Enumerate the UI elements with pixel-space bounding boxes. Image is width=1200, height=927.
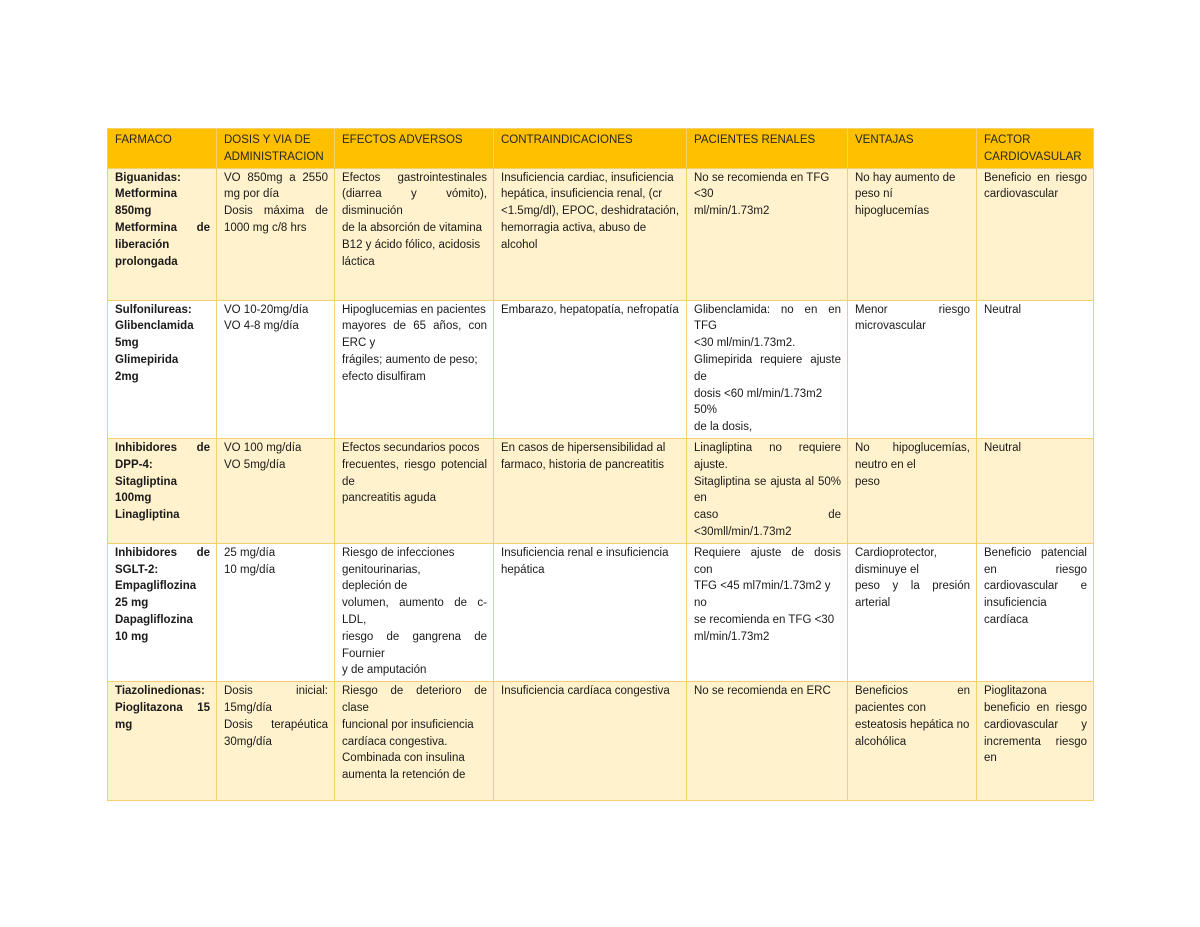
cell-ventajas (848, 438, 977, 543)
cell-line: Glimepirida requiere ajuste de (694, 353, 841, 383)
cell-line: depleción de (342, 580, 408, 593)
cell-contraindicaciones (494, 682, 687, 801)
cell-line: esteatosis hepática no (855, 718, 970, 731)
cell-line: Pioglitazona 15 mg (115, 701, 210, 731)
cell-line: B12 y ácido fólico, acidosis (342, 238, 481, 251)
cell-line: Linagliptina no requiere ajuste. (694, 441, 841, 471)
cell-line: Dosis terapéutica 30mg/día (224, 718, 328, 748)
cell-line: se recomienda en TFG <30 (694, 613, 835, 626)
cell-line: frágiles; aumento de peso; (342, 353, 478, 366)
cell-line: Dosis inicial: 15mg/día (224, 685, 328, 714)
cell-contraindicaciones (494, 438, 687, 543)
cell-dosis (217, 438, 335, 543)
table-row (108, 300, 1094, 438)
cell-ventajas (848, 168, 977, 300)
cell-line: y de amputación (342, 664, 427, 677)
header-contraindicaciones: CONTRAINDICACIONES (494, 129, 687, 169)
cell-line: 10 mg (115, 630, 149, 643)
cell-pacientes-renales (687, 682, 848, 801)
cell-line: VO 4-8 mg/día (224, 320, 299, 333)
cell-line: Cardioprotector, (855, 546, 937, 559)
cell-line: pancreatitis aguda (342, 492, 436, 505)
header-pacientes-renales: PACIENTES RENALES (687, 129, 848, 169)
cell-line: Empagliflozina (115, 580, 197, 593)
cell-factor-cardiovascular (977, 543, 1094, 681)
table-row (108, 168, 1094, 300)
header-dosis: DOSIS Y VIA DE ADMINISTRACION (217, 129, 335, 169)
cell-dosis (217, 543, 335, 681)
cell-line: Tiazolinedionas: (115, 685, 205, 698)
cell-line: Linagliptina (115, 509, 180, 522)
cell-line: Biguanidas: (115, 171, 181, 184)
cell-line: Efectos secundarios pocos (342, 441, 480, 454)
header-factor-cardiovascular: FACTOR CARDIOVASULAR (977, 129, 1094, 169)
cell-line: volumen, aumento de c-LDL, (342, 597, 487, 626)
cell-line: <30 ml/min/1.73m2. (694, 337, 796, 350)
cell-contraindicaciones (494, 168, 687, 300)
cell-farmaco (108, 682, 217, 801)
cell-line: No hipoglucemías, neutro en el (855, 441, 970, 471)
cell-pacientes-renales (687, 438, 848, 543)
cell-line: Dapagliflozina (115, 613, 193, 626)
cell-line: Inhibidores de DPP-4: (115, 441, 210, 471)
cell-line: Sitagliptina se ajusta al 50% en (694, 475, 841, 505)
header-ventajas: VENTAJAS (848, 129, 977, 169)
cell-line: Pioglitazona beneficio en riesgo cardiovascular y incrementa riesgo en (984, 685, 1087, 765)
cell-line: disminuye el (855, 563, 919, 576)
cell-farmaco (108, 543, 217, 681)
cell-line: ml/min/1.73m2 (694, 205, 770, 218)
cell-line: Beneficios en pacientes con (855, 685, 970, 714)
cell-dosis (217, 682, 335, 801)
cell-line: peso (855, 475, 880, 488)
cell-efectos (335, 543, 494, 681)
cell-line: Hipoglucemias en pacientes (342, 303, 486, 316)
cell-line: Metformina (115, 188, 177, 201)
cell-line: Sitagliptina (115, 475, 177, 488)
cell-line: Riesgo de infecciones genitourinarias, (342, 546, 455, 576)
cell-line: Glibenclamida (115, 320, 194, 333)
cell-dosis (217, 168, 335, 300)
cell-line: 25 mg/día (224, 546, 276, 559)
cell-line: VO 10-20mg/día (224, 303, 309, 316)
cell-line: riesgo de gangrena de Fournier (342, 630, 487, 660)
cell-contraindicaciones (494, 300, 687, 438)
header-farmaco: FARMACO (108, 129, 217, 169)
cell-line: Inhibidores de SGLT-2: (115, 546, 210, 576)
cell-factor-cardiovascular (977, 438, 1094, 543)
cell-line: 100mg (115, 492, 152, 505)
cell-farmaco (108, 438, 217, 543)
cell-line: Efectos gastrointestinales (diarrea y vómito), disminución (342, 171, 487, 218)
cell-line: caso de (694, 509, 841, 522)
cell-line: VO 100 mg/día (224, 441, 302, 454)
cell-line: VO 850mg a 2550 mg por día (224, 171, 328, 201)
cell-line: efecto disulfiram (342, 370, 426, 383)
cell-line: Dosis máxima de 1000 mg c/8 hrs (224, 205, 328, 234)
cell-line: TFG <45 ml7min/1.73m2 y no (694, 580, 831, 610)
cell-line: Menor riesgo microvascular (855, 303, 970, 333)
cell-pacientes-renales (687, 168, 848, 300)
cell-line: Neutral (984, 441, 1022, 454)
cell-line: No hay aumento de peso ní hipoglucemías (855, 171, 956, 218)
cell-pacientes-renales (687, 543, 848, 681)
cell-farmaco (108, 300, 217, 438)
cell-line: Metformina de liberación prolongada (115, 221, 210, 268)
cell-line: Insuficiencia cardiac, insuficiencia hepática, insuficiencia renal, (cr <1.5mg/dl), EPOC, deshidratación, hemorragia activa, abuso de alcohol (501, 171, 680, 251)
cell-line: Riesgo de deterioro de clase (342, 685, 487, 714)
cell-line: Glibenclamida: no en en TFG (694, 303, 841, 333)
cell-line: alcohólica (855, 735, 907, 748)
cell-dosis (217, 300, 335, 438)
cell-line: dosis <60 ml/min/1.73m2 50% (694, 387, 823, 417)
table-row (108, 682, 1094, 801)
cell-pacientes-renales (687, 300, 848, 438)
cell-line: Insuficiencia renal e insuficiencia hepática (501, 546, 669, 576)
cell-line: VO 5mg/día (224, 458, 286, 471)
cell-line: 10 mg/día (224, 563, 276, 576)
cell-line: Insuficiencia cardíaca congestiva (501, 685, 670, 698)
drug-comparison-table (107, 128, 1094, 801)
cell-contraindicaciones (494, 543, 687, 681)
cell-line: funcional por insuficiencia (342, 718, 474, 731)
table-header-row (108, 129, 1094, 169)
cell-ventajas (848, 300, 977, 438)
cell-line: 25 mg (115, 597, 149, 610)
cell-line: Combinada con insulina aumenta la retención de (342, 752, 466, 782)
cell-efectos (335, 438, 494, 543)
cell-line: <30mll/min/1.73m2 (694, 525, 792, 538)
cell-line: frecuentes, riesgo potencial de (342, 458, 487, 488)
cell-line: Embarazo, hepatopatía, nefropatía (501, 303, 679, 316)
cell-line: mayores de 65 años, con ERC y (342, 320, 487, 350)
cell-line: Beneficio patencial en riesgo cardiovascular e insuficiencia cardíaca (984, 546, 1087, 626)
cell-line: peso y la presión arterial (855, 580, 970, 610)
cell-line: No se recomienda en ERC (694, 685, 831, 698)
cell-line: Requiere ajuste de dosis con (694, 546, 841, 576)
cell-factor-cardiovascular (977, 168, 1094, 300)
cell-line: láctica (342, 255, 375, 268)
cell-line: En casos de hipersensibilidad al farmaco, historia de pancreatitis (501, 441, 666, 471)
table-row (108, 438, 1094, 543)
cell-efectos (335, 682, 494, 801)
cell-line: 5mg (115, 337, 139, 350)
cell-factor-cardiovascular (977, 682, 1094, 801)
cell-line: de la absorción de vitamina (342, 221, 482, 234)
cell-line: Neutral (984, 303, 1022, 316)
cell-ventajas (848, 682, 977, 801)
cell-line: 2mg (115, 370, 139, 383)
cell-line: Beneficio en riesgo cardiovascular (984, 171, 1087, 201)
cell-line: ml/min/1.73m2 (694, 630, 770, 643)
cell-factor-cardiovascular (977, 300, 1094, 438)
cell-ventajas (848, 543, 977, 681)
cell-line: Glimepirida (115, 353, 179, 366)
cell-line: cardíaca congestiva. (342, 735, 448, 748)
table-row (108, 543, 1094, 681)
header-efectos: EFECTOS ADVERSOS (335, 129, 494, 169)
cell-efectos (335, 300, 494, 438)
cell-farmaco (108, 168, 217, 300)
cell-line: de la dosis, (694, 421, 753, 434)
cell-line: No se recomienda en TFG <30 (694, 171, 830, 201)
cell-efectos (335, 168, 494, 300)
cell-line: 850mg (115, 205, 152, 218)
cell-line: Sulfonilureas: (115, 303, 192, 316)
